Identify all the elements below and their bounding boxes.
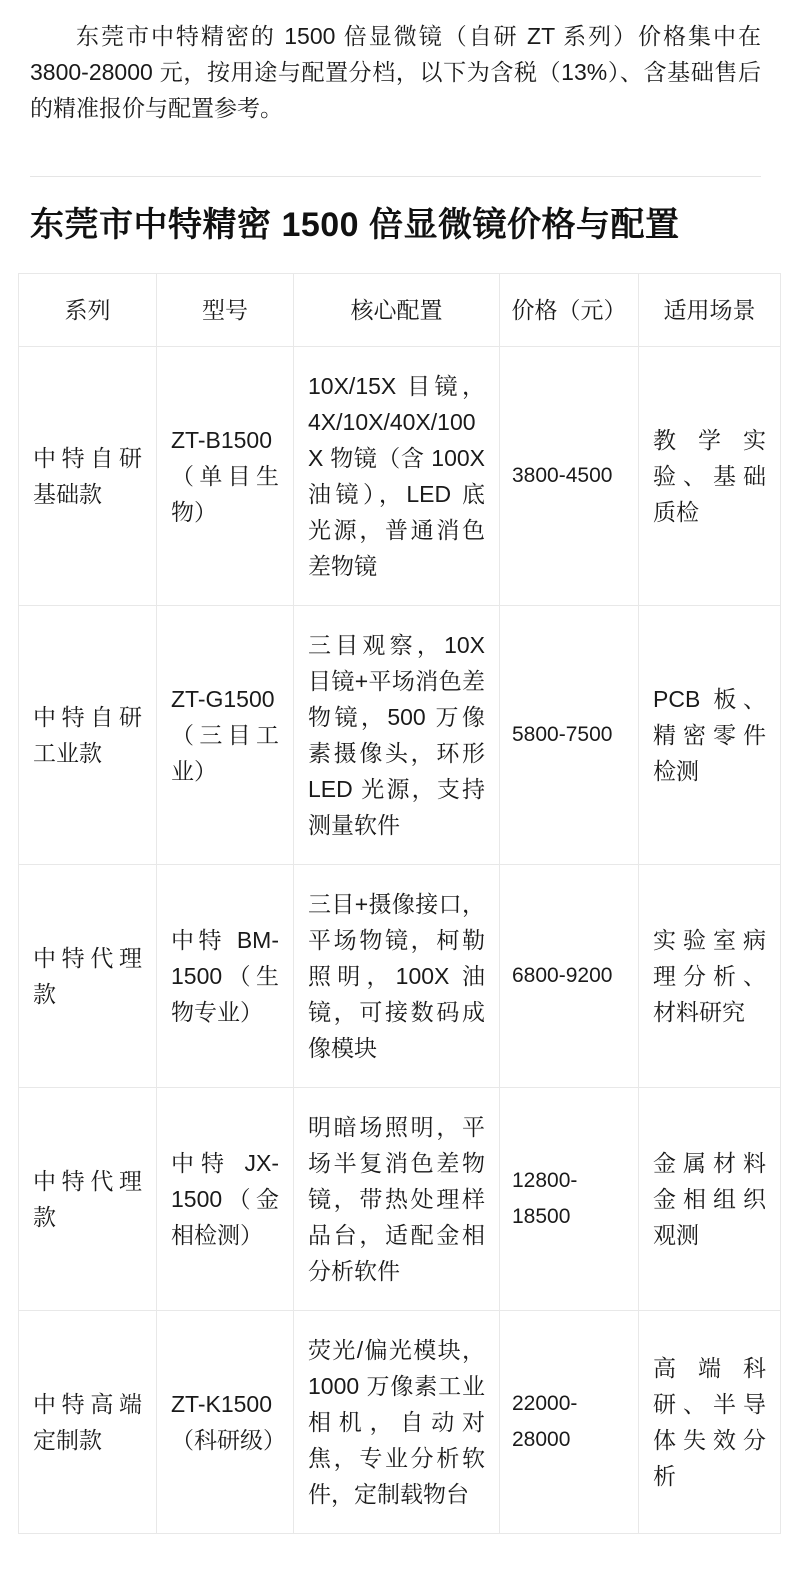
- cell-scene: 高端科研、半导体失效分析: [639, 1311, 781, 1534]
- cell-model: ZT-G1500（三目工业）: [157, 606, 294, 865]
- section-title: 东莞市中特精密 1500 倍显微镜价格与配置: [30, 206, 680, 244]
- table-header-row: [19, 274, 781, 347]
- table-row: [19, 865, 781, 1088]
- cell-config: 三目观察，10X 目镜+平场消色差物镜，500 万像素摄像头，环形 LED 光源，支持测量软件: [294, 606, 500, 865]
- header-price: 价格（元）: [500, 274, 639, 347]
- price-table-container: [18, 273, 766, 1534]
- cell-model: ZT-K1500（科研级）: [157, 1311, 294, 1534]
- cell-config: 荧光/偏光模块，1000 万像素工业相机，自动对焦，专业分析软件，定制载物台: [294, 1311, 500, 1534]
- cell-price: 22000-28000: [500, 1311, 639, 1534]
- cell-price: 5800-7500: [500, 606, 639, 865]
- cell-scene: 金属材料金相组织观测: [639, 1088, 781, 1311]
- table-row: [19, 1088, 781, 1311]
- table-row: [19, 1311, 781, 1534]
- header-model: 型号: [157, 274, 294, 347]
- cell-scene: 实验室病理分析、材料研究: [639, 865, 781, 1088]
- header-config: 核心配置: [294, 274, 500, 347]
- intro-paragraph: 东莞市中特精密的 1500 倍显微镜（自研 ZT 系列）价格集中在 3800-28000 元，按用途与配置分档，以下为含税（13%）、含基础售后的精准报价与配置参考。: [30, 23, 761, 121]
- cell-config: 三目+摄像接口，平场物镜，柯勒照明，100X 油镜，可接数码成像模块: [294, 865, 500, 1088]
- cell-series: 中特代理款: [19, 865, 157, 1088]
- header-series: 系列: [19, 274, 157, 347]
- cell-scene: 教学实验、基础质检: [639, 347, 781, 606]
- price-table: [18, 273, 781, 1534]
- header-scene: 适用场景: [639, 274, 781, 347]
- cell-series: 中特自研工业款: [19, 606, 157, 865]
- cell-model: 中特 BM-1500（生物专业）: [157, 865, 294, 1088]
- cell-scene: PCB 板、精密零件检测: [639, 606, 781, 865]
- cell-model: 中特 JX-1500（金相检测）: [157, 1088, 294, 1311]
- cell-series: 中特高端定制款: [19, 1311, 157, 1534]
- cell-price: 12800-18500: [500, 1088, 639, 1311]
- section-divider: [30, 176, 761, 177]
- cell-price: 6800-9200: [500, 865, 639, 1088]
- cell-price: 3800-4500: [500, 347, 639, 606]
- table-row: [19, 606, 781, 865]
- cell-config: 明暗场照明，平场半复消色差物镜，带热处理样品台，适配金相分析软件: [294, 1088, 500, 1311]
- cell-model: ZT-B1500（单目生物）: [157, 347, 294, 606]
- cell-series: 中特代理款: [19, 1088, 157, 1311]
- cell-config: 10X/15X 目镜，4X/10X/40X/100X 物镜（含 100X 油镜），LED 底光源，普通消色差物镜: [294, 347, 500, 606]
- table-row: [19, 347, 781, 606]
- cell-series: 中特自研基础款: [19, 347, 157, 606]
